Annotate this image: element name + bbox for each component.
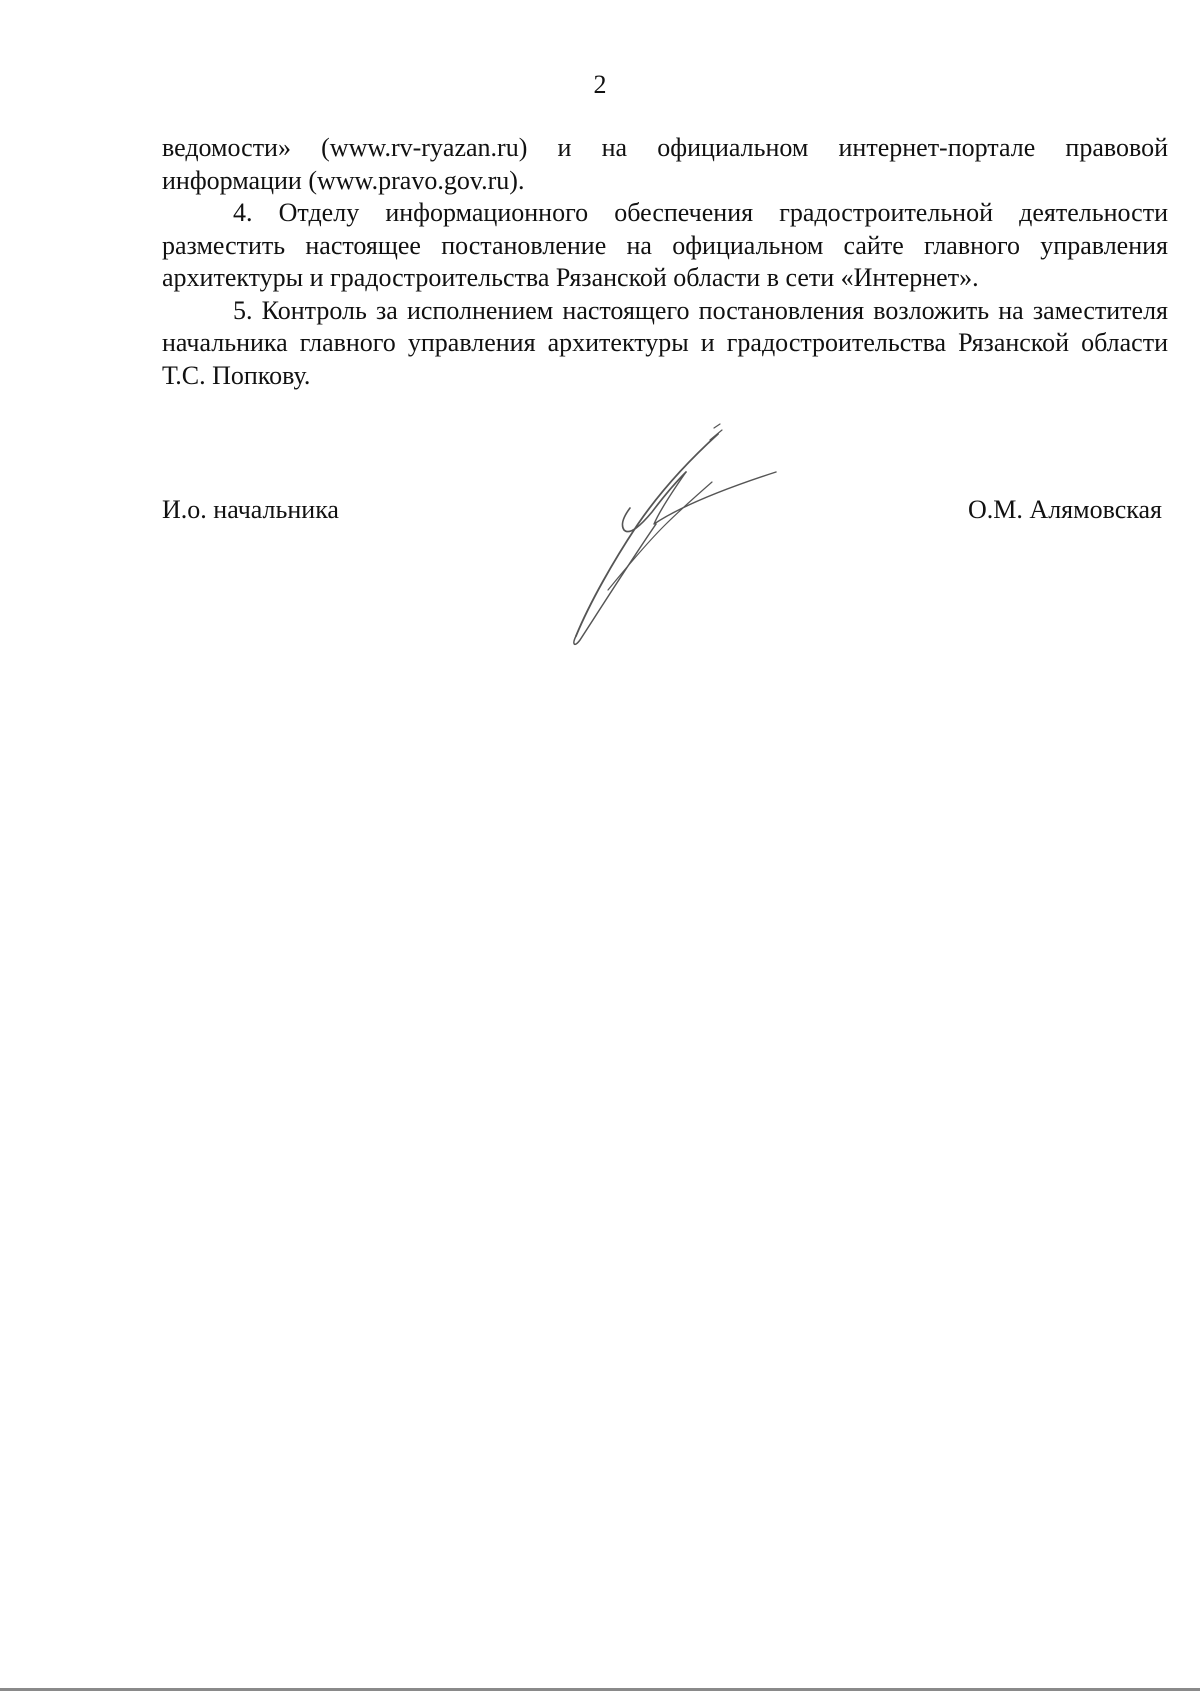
signer-title: И.о. начальника <box>162 495 339 524</box>
signer-name: О.М. Алямовская <box>968 495 1162 524</box>
handwritten-signature <box>568 420 788 650</box>
paragraph-item-5: 5. Контроль за исполнением настоящего постановления возложить на заместителя начальника главного управления архитектуры и градостроительства Рязанской области Т.С. Попкову. <box>162 295 1168 390</box>
bottom-rule <box>0 1688 1200 1691</box>
page-number: 2 <box>593 70 607 99</box>
paragraph-continuation: ведомости» (www.rv-ryazan.ru) и на официальном интернет-портале правовой информации (www.pravo.gov.ru). <box>162 133 1168 195</box>
paragraph-item-4: 4. Отделу информационного обеспечения градостроительной деятельности разместить настоящее постановление на официальном сайте главного управления архитектуры и градостроительства Рязанской области в сети «Интернет». <box>162 198 1168 292</box>
document-body <box>162 132 1168 392</box>
